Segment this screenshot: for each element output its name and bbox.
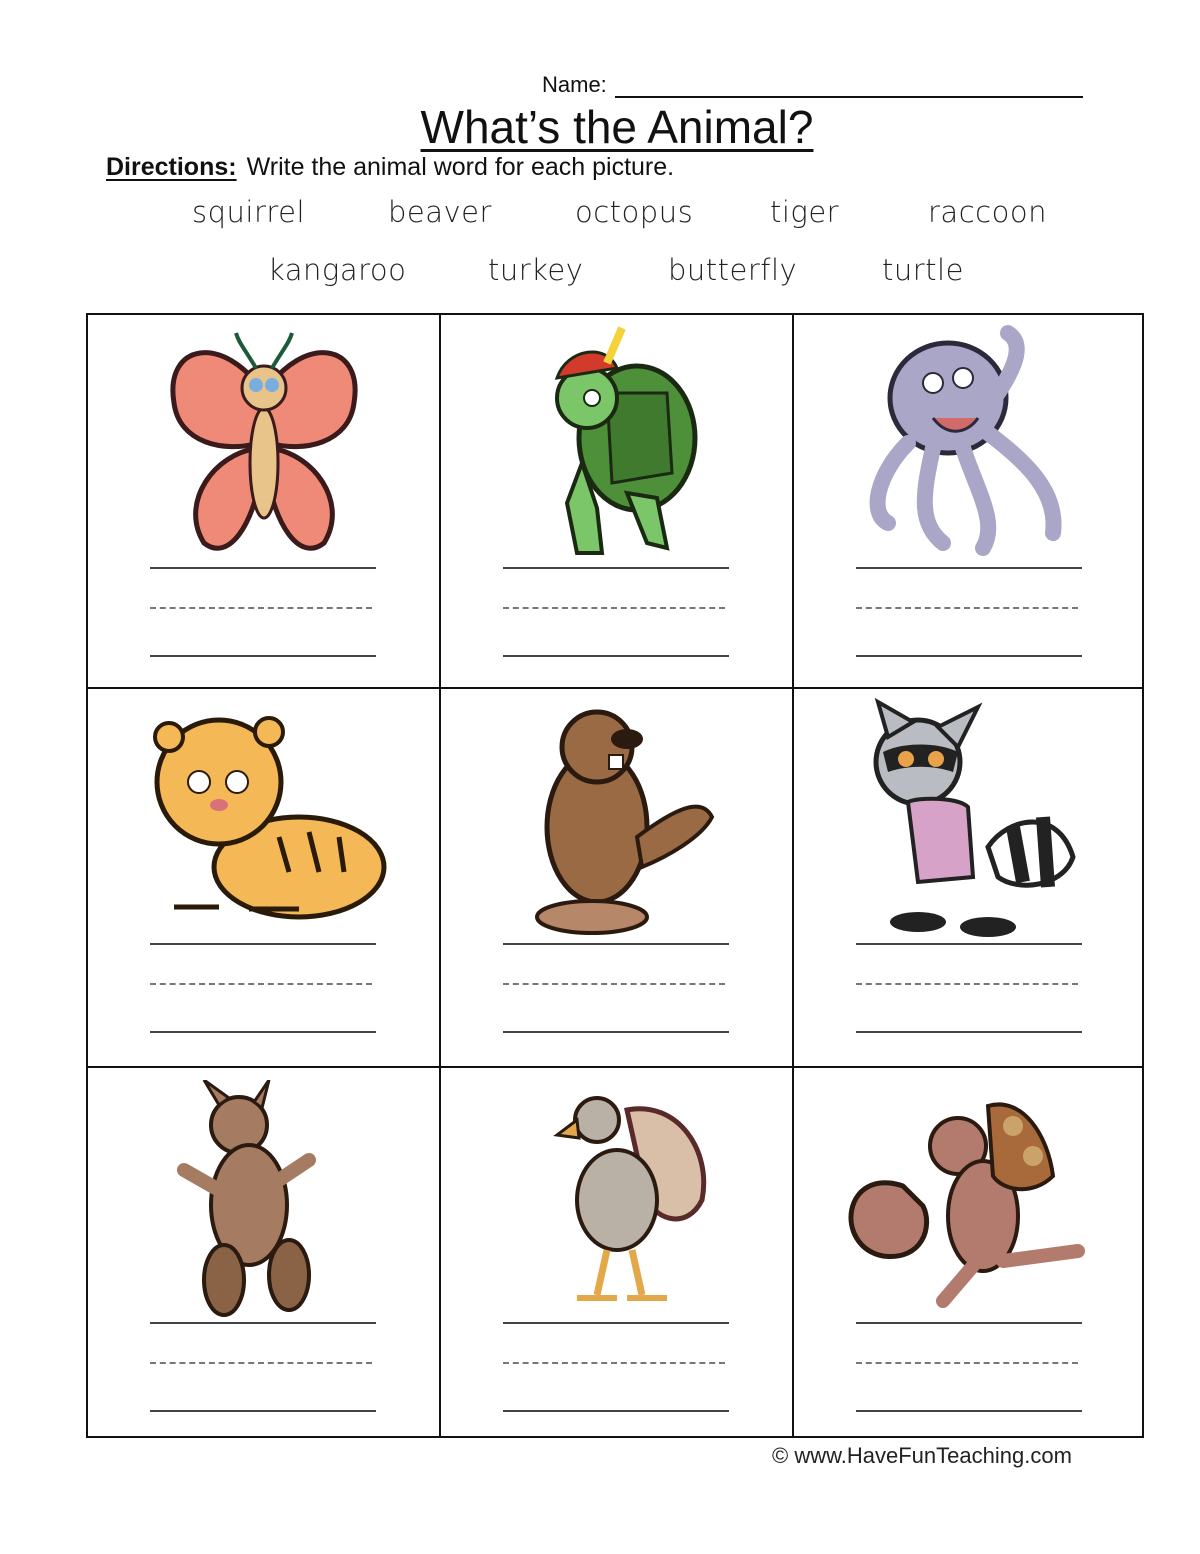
directions (106, 153, 674, 182)
word-bank-item: squirrel (192, 195, 306, 229)
answer-mid-line (503, 983, 725, 985)
answer-mid-line (150, 1362, 372, 1364)
picture-cell-butterfly (88, 315, 441, 689)
answer-base-line[interactable] (150, 1410, 376, 1412)
answer-top-line (856, 943, 1082, 945)
octopus-icon (848, 323, 1088, 563)
word-bank-item: turkey (488, 253, 584, 287)
turkey-icon (497, 1080, 737, 1320)
answer-mid-line (856, 607, 1078, 609)
turtle-icon (497, 323, 737, 563)
picture-cell-octopus (794, 315, 1142, 689)
word-bank-item: tiger (770, 195, 840, 229)
answer-mid-line (503, 1362, 725, 1364)
picture-cell-turkey (441, 1068, 794, 1436)
raccoon-icon (848, 697, 1088, 937)
answer-top-line (503, 567, 729, 569)
picture-cell-tiger (88, 689, 441, 1068)
picture-cell-raccoon (794, 689, 1142, 1068)
picture-cell-turtle (441, 315, 794, 689)
answer-mid-line (150, 983, 372, 985)
word-bank-item: turtle (882, 253, 964, 287)
name-label: Name: (542, 72, 607, 97)
answer-base-line[interactable] (150, 655, 376, 657)
name-input-line[interactable] (615, 70, 1083, 98)
answer-base-line[interactable] (150, 1031, 376, 1033)
squirrel-icon (823, 1076, 1113, 1316)
directions-label: Directions: (106, 153, 237, 181)
picture-cell-beaver (441, 689, 794, 1068)
answer-mid-line (503, 607, 725, 609)
answer-top-line (150, 943, 376, 945)
word-bank-item: octopus (575, 195, 694, 229)
word-bank-item: raccoon (928, 195, 1047, 229)
copyright-footer: © www.HaveFunTeaching.com (772, 1443, 1072, 1468)
kangaroo-icon (144, 1080, 384, 1320)
butterfly-icon (144, 323, 384, 563)
directions-text: Write the animal word for each picture. (246, 153, 675, 181)
answer-top-line (503, 1322, 729, 1324)
answer-base-line[interactable] (503, 655, 729, 657)
answer-mid-line (856, 983, 1078, 985)
answer-mid-line (150, 607, 372, 609)
answer-top-line (856, 1322, 1082, 1324)
name-field (542, 70, 1083, 98)
answer-base-line[interactable] (856, 1031, 1082, 1033)
word-bank-item: beaver (388, 195, 492, 229)
word-bank-item: kangaroo (268, 253, 407, 287)
answer-base-line[interactable] (856, 655, 1082, 657)
picture-cell-kangaroo (88, 1068, 441, 1436)
beaver-icon (497, 697, 737, 937)
answer-top-line (856, 567, 1082, 569)
picture-cell-squirrel (794, 1068, 1142, 1436)
answer-mid-line (856, 1362, 1078, 1364)
answer-base-line[interactable] (503, 1410, 729, 1412)
answer-top-line (150, 567, 376, 569)
tiger-icon (129, 697, 399, 937)
picture-grid (86, 313, 1144, 1438)
answer-top-line (150, 1322, 376, 1324)
word-bank-item: butterfly (668, 253, 798, 287)
answer-top-line (503, 943, 729, 945)
page-title: What’s the Animal? (420, 101, 814, 153)
answer-base-line[interactable] (856, 1410, 1082, 1412)
answer-base-line[interactable] (503, 1031, 729, 1033)
